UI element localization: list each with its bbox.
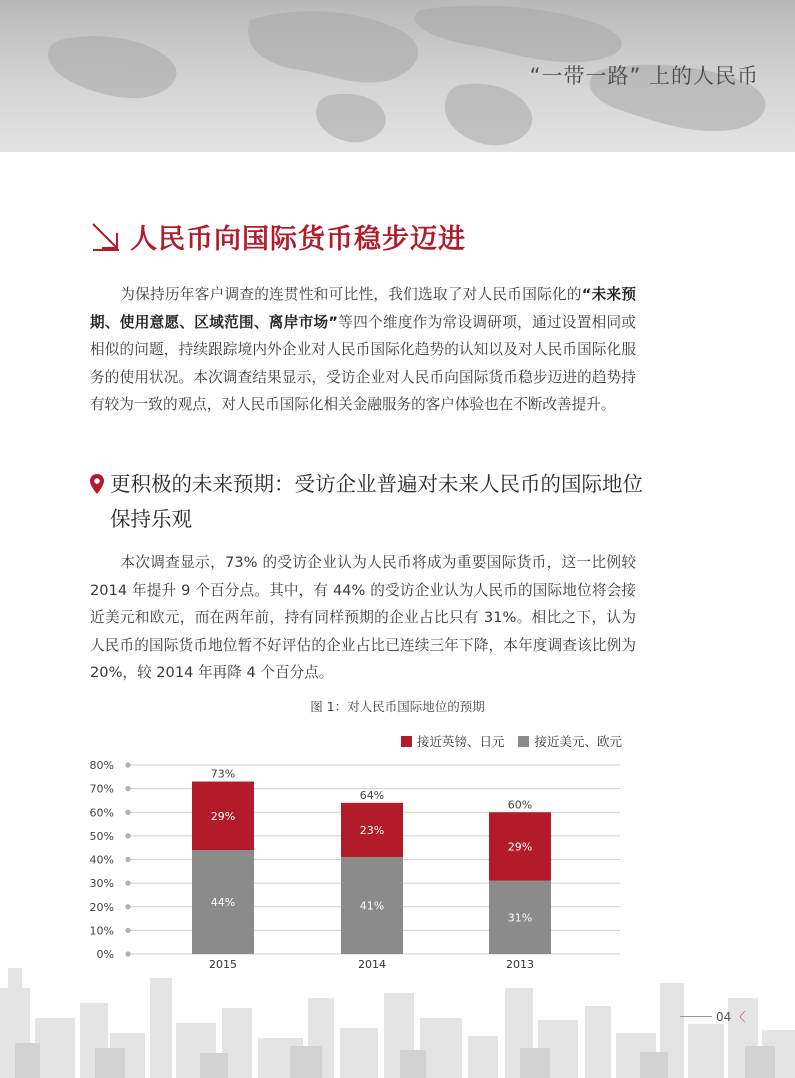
y-tick-label: 60%	[89, 806, 114, 820]
header-title: “一带一路” 上的人民币	[529, 64, 759, 88]
y-tick-label: 80%	[89, 759, 114, 772]
location-pin-icon	[90, 474, 104, 494]
tick-dot	[125, 881, 130, 886]
intro-text-part1: 为保持历年客户调查的连贯性和可比性，我们选取了对人民币国际化的	[120, 286, 582, 303]
intro-text-part2: 等四个维度作为常设调研项，通过设置相同或相似的问题，持续跟踪境内外企业对人民币国际化趋势的认知以及对人民币国际化服务的使用状况。本次调查结果显示，受访企业对人民币向国际货币稳步迈进的趋势持有较为一致的观点，对人民币国际化相关金融服务的客户体验也在不断改善提升。	[90, 313, 636, 414]
bar-total-label: 60%	[507, 798, 533, 812]
section-title: 人民币向国际货币稳步迈进	[130, 223, 466, 255]
bar-segment-label: 29%	[210, 809, 236, 823]
subsection-heading	[90, 467, 650, 537]
legend-label-pound-yen: 接近英镑、日元	[416, 734, 505, 749]
bar-total-label: 73%	[210, 767, 236, 781]
arrow-down-right-icon	[90, 221, 120, 251]
y-tick-label: 70%	[89, 782, 114, 796]
intro-bold-text: “未来预期、使用意愿、区域范围、离岸市场”	[90, 286, 636, 331]
bar-segment-label: 44%	[210, 896, 236, 910]
tick-dot	[125, 762, 130, 767]
tick-dot	[125, 786, 130, 791]
chart-legend	[401, 732, 622, 750]
bar-segment-label: 29%	[507, 840, 533, 854]
y-tick-label: 40%	[89, 853, 114, 867]
legend-swatch-gray	[518, 736, 529, 747]
bar-total-label: 64%	[359, 788, 385, 802]
y-tick-label: 50%	[89, 829, 114, 843]
tick-dot	[125, 928, 130, 933]
y-tick-label: 20%	[89, 900, 114, 914]
y-tick-label: 0%	[96, 948, 114, 961]
body-paragraph	[90, 549, 636, 687]
chevron-left-icon: 〈	[733, 1010, 746, 1024]
x-tick-label: 2015	[209, 958, 237, 971]
x-tick-label: 2013	[506, 958, 534, 971]
page-number-text: 04	[716, 1009, 732, 1024]
tick-dot	[125, 857, 130, 862]
bar-segment-label: 31%	[507, 911, 533, 925]
legend-item-dollar-euro	[518, 732, 622, 750]
intro-paragraph	[90, 281, 636, 419]
subsection-title: 更积极的未来预期：受访企业普遍对未来人民币的国际地位保持乐观	[110, 472, 643, 531]
tick-dot	[125, 904, 130, 909]
tick-dot	[125, 833, 130, 838]
bar-segment-label: 41%	[359, 899, 385, 913]
stacked-bar-chart	[80, 755, 640, 975]
header-banner	[0, 0, 795, 152]
tick-dot	[125, 810, 130, 815]
figure-caption: 图 1：对人民币国际地位的预期	[310, 699, 485, 714]
legend-label-dollar-euro: 接近美元、欧元	[534, 734, 622, 749]
legend-item-pound-yen	[401, 732, 505, 750]
x-tick-label: 2014	[358, 958, 386, 971]
body-text: 本次调查显示，73% 的受访企业认为人民币将成为重要国际货币，这一比例较 2014 年提升 9 个百分点。其中，有 44% 的受访企业认为人民币的国际地位将会接近美元和欧元，而在两年前，持有同样预期的企业占比只有 31%。相比之下，认为人民币的国际货币地位暂不好评估的企业占比已连续三年下降，本年度调查该比例为 20%，较 2014 年再降 4 个百分点。	[90, 554, 636, 682]
legend-swatch-red	[401, 736, 412, 747]
page-number	[680, 1008, 745, 1025]
cityscape-decoration	[0, 948, 795, 1078]
y-tick-label: 10%	[89, 924, 114, 938]
y-tick-label: 30%	[89, 877, 114, 891]
bar-segment-label: 23%	[359, 823, 385, 837]
section-heading	[90, 216, 466, 256]
